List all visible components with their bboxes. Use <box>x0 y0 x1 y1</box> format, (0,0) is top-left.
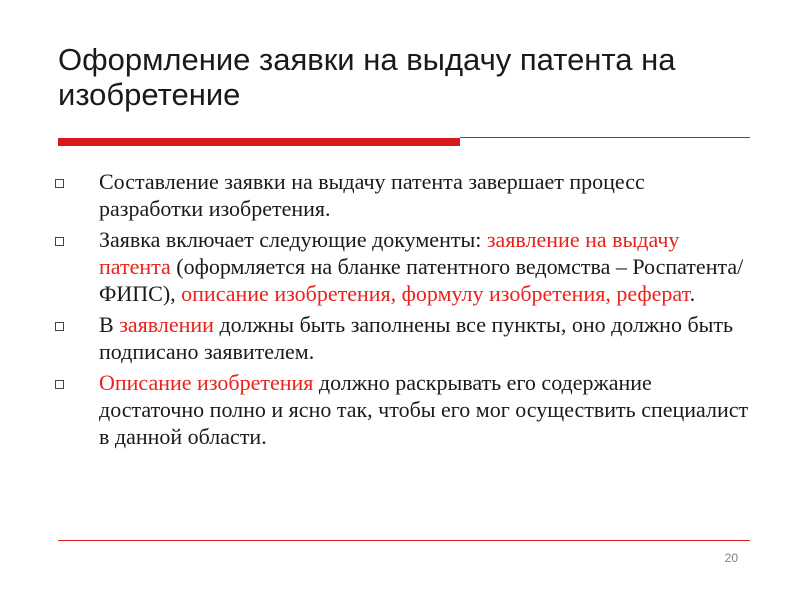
text-segment: Заявка включает следующие документы: <box>99 227 487 252</box>
text-segment: В <box>99 312 120 337</box>
text-segment: должны быть заполнены все пункты, оно должно быть подписано заявителем. <box>99 312 734 364</box>
square-bullet-icon <box>55 179 64 188</box>
bullet-text <box>99 227 743 306</box>
square-bullet-icon <box>55 237 64 246</box>
bullet-text <box>99 312 733 364</box>
text-segment: . <box>689 281 696 306</box>
square-bullet-icon <box>55 380 64 389</box>
highlighted-term: заявлении <box>119 312 214 337</box>
bullet-list <box>50 168 750 454</box>
title-underline-thin <box>460 137 750 138</box>
bullet-item-2 <box>50 226 750 307</box>
bullet-item-3 <box>50 311 750 365</box>
title-underline-thick <box>58 138 460 146</box>
text-segment: Составление заявки на выдачу патента завершает процесс разработки изобретения. <box>99 169 645 221</box>
highlighted-term: описание изобретения, формулу изобретения, реферат <box>181 281 690 306</box>
bullet-text <box>99 169 645 221</box>
text-segment: должно раскрывать его содержание достаточно полно и ясно так, чтобы его мог осуществить специалист в данной области. <box>99 370 749 449</box>
bullet-item-4 <box>50 369 750 450</box>
bullet-item-1 <box>50 168 750 222</box>
highlighted-term: Описание изобретения <box>99 370 314 395</box>
highlighted-term: заявление на выдачу патента <box>99 227 680 279</box>
text-segment: (оформляется на бланке патентного ведомства – Роспатента/ФИПС), <box>99 254 744 306</box>
page-number: 20 <box>724 551 738 565</box>
bullet-text <box>99 370 748 449</box>
footer-rule <box>58 540 750 541</box>
square-bullet-icon <box>55 322 64 331</box>
slide-title: Оформление заявки на выдачу патента на изобретение <box>58 42 676 112</box>
